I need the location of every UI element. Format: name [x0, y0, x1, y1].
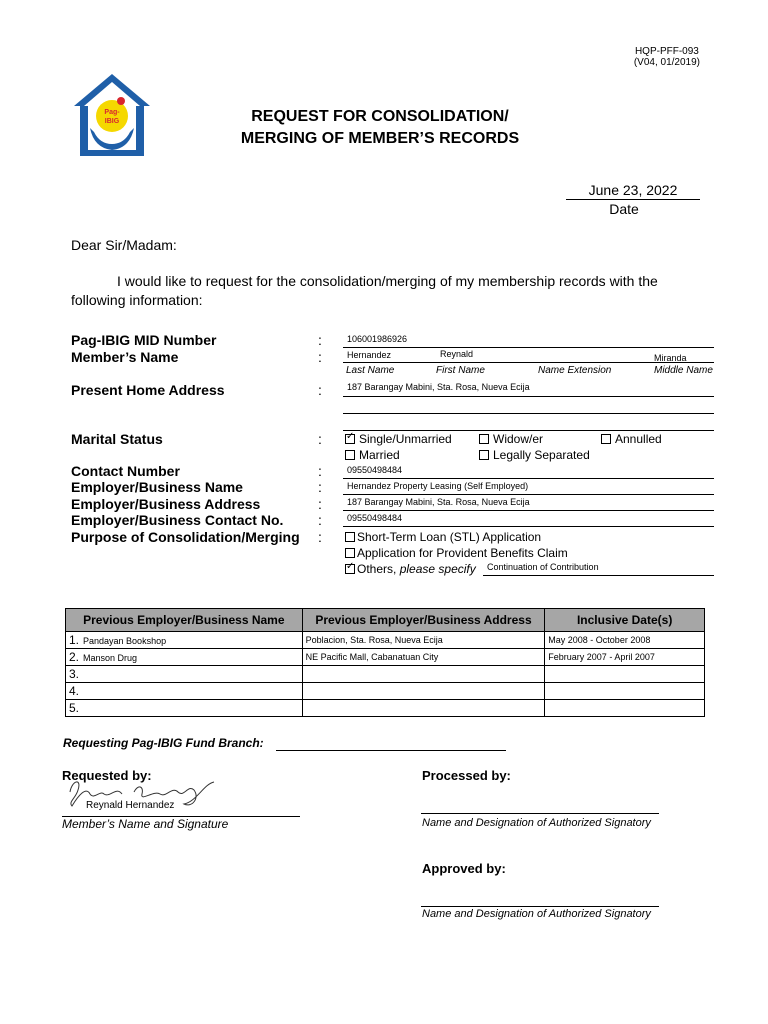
checkbox-checked[interactable] — [345, 434, 355, 444]
marital-option-single[interactable] — [345, 432, 452, 446]
checkbox[interactable] — [601, 434, 611, 444]
marital-option-annulled[interactable] — [601, 432, 662, 446]
last-name-caption: Last Name — [346, 365, 395, 376]
colon: : — [318, 332, 322, 348]
colon: : — [318, 431, 322, 447]
logo-text-bottom: IBIG — [104, 118, 120, 125]
form-code-number: HQP-PFF-093 — [634, 46, 699, 57]
column-header-name: Previous Employer/Business Name — [66, 609, 303, 632]
salutation: Dear Sir/Madam: — [71, 237, 177, 253]
inclusive-dates-cell[interactable] — [545, 666, 705, 683]
checkbox-checked[interactable] — [345, 564, 355, 574]
employer-contact-line — [343, 526, 714, 527]
contact-number-value[interactable]: 09550498484 — [347, 465, 403, 475]
middle-name-value[interactable]: Miranda — [654, 353, 687, 363]
marital-status-label: Marital Status — [71, 431, 163, 447]
branch-label: Requesting Pag-IBIG Fund Branch: — [63, 736, 264, 750]
table-row — [66, 666, 705, 683]
requested-by-name: Reynald Hernandez — [86, 800, 175, 811]
checkbox[interactable] — [479, 434, 489, 444]
member-name-label: Member’s Name — [71, 349, 179, 365]
inclusive-dates-cell[interactable]: May 2008 - October 2008 — [545, 632, 705, 649]
home-address-value[interactable]: 187 Barangay Mabini, Sta. Rosa, Nueva Ecija — [347, 382, 530, 392]
intro-paragraph: I would like to request for the consolidation/merging of my membership records with the following information: — [71, 273, 658, 308]
home-address-label: Present Home Address — [71, 382, 225, 398]
employer-name-value[interactable]: Hernandez Property Leasing (Self Employed) — [347, 481, 529, 491]
purpose-others-label: Others, — [357, 562, 397, 576]
colon: : — [318, 382, 322, 398]
first-name-value[interactable]: Reynald — [440, 349, 474, 359]
employer-name-cell[interactable] — [66, 683, 303, 700]
column-header-dates: Inclusive Date(s) — [545, 609, 705, 632]
employer-address-cell[interactable] — [302, 666, 545, 683]
first-name-caption: First Name — [436, 365, 485, 376]
form-version: (V04, 01/2019) — [633, 57, 700, 68]
marital-annulled-label: Annulled — [615, 432, 662, 446]
row-number: 2. — [69, 650, 80, 664]
employer-name-label: Employer/Business Name — [71, 479, 243, 495]
address-line-3 — [343, 430, 714, 431]
requested-by-caption: Member’s Name and Signature — [62, 817, 229, 831]
employer-name-line — [343, 494, 714, 495]
purpose-stl-label: Short-Term Loan (STL) Application — [357, 530, 542, 544]
table-row — [66, 649, 705, 666]
purpose-option-provident[interactable] — [345, 546, 568, 560]
processed-by-caption: Name and Designation of Authorized Signatory — [422, 817, 651, 829]
last-name-value[interactable]: Hernandez — [347, 350, 392, 360]
requested-by-label: Requested by: — [62, 768, 152, 783]
employer-name-cell[interactable] — [66, 632, 303, 649]
inclusive-dates-cell[interactable]: February 2007 - April 2007 — [545, 649, 705, 666]
title-line-2: MERGING OF MEMBER’S RECORDS — [240, 130, 520, 147]
colon: : — [318, 479, 322, 495]
colon: : — [318, 529, 322, 545]
employer-address-value[interactable]: 187 Barangay Mabini, Sta. Rosa, Nueva Ecija — [347, 497, 530, 507]
employer-name-cell[interactable] — [66, 666, 303, 683]
previous-employers-table — [65, 608, 705, 717]
employer-contact-label: Employer/Business Contact No. — [71, 512, 284, 528]
marital-married-label: Married — [359, 448, 400, 462]
checkbox[interactable] — [479, 450, 489, 460]
employer-address-label: Employer/Business Address — [71, 496, 261, 512]
inclusive-dates-cell[interactable] — [545, 683, 705, 700]
address-line-1 — [343, 396, 714, 397]
form-code — [634, 46, 700, 68]
colon: : — [318, 463, 322, 479]
middle-name-caption: Middle Name — [654, 365, 713, 376]
marital-option-separated[interactable] — [479, 448, 590, 462]
table-row — [66, 683, 705, 700]
marital-option-married[interactable] — [345, 448, 400, 462]
row-number: 4. — [69, 684, 80, 698]
date-value[interactable]: June 23, 2022 — [566, 182, 700, 200]
approved-signature-line[interactable] — [421, 906, 659, 907]
name-extension-caption: Name Extension — [538, 365, 612, 376]
row-number: 3. — [69, 667, 80, 681]
signature-scribble — [64, 772, 224, 818]
marital-option-widow[interactable] — [479, 432, 543, 446]
purpose-option-others[interactable] — [345, 562, 476, 576]
pag-ibig-logo — [72, 72, 152, 158]
employer-address-cell[interactable]: NE Pacific Mall, Cabanatuan City — [302, 649, 545, 666]
row-number: 5. — [69, 701, 80, 715]
purpose-others-specify: please specify — [399, 562, 476, 576]
employer-address-line — [343, 510, 714, 511]
checkbox[interactable] — [345, 450, 355, 460]
cell-text: Manson Drug — [83, 653, 138, 663]
address-line-2 — [343, 413, 714, 414]
purpose-option-stl[interactable] — [345, 530, 541, 544]
mid-number-line — [343, 347, 714, 348]
date-label: Date — [609, 201, 639, 217]
mid-number-value[interactable]: 106001986926 — [347, 334, 408, 344]
purpose-others-line — [483, 575, 714, 576]
table-header-row — [66, 609, 705, 632]
branch-line[interactable] — [276, 750, 506, 751]
contact-number-line — [343, 478, 714, 479]
marital-widow-label: Widow/er — [493, 432, 544, 446]
employer-name-cell[interactable] — [66, 700, 303, 717]
row-number: 1. — [69, 633, 80, 647]
logo-text-top: Pag- — [104, 109, 120, 116]
title-line-1: REQUEST FOR CONSOLIDATION/ — [251, 108, 509, 125]
processed-by-label: Processed by: — [422, 768, 511, 783]
marital-separated-label: Legally Separated — [493, 448, 590, 462]
approved-by-label: Approved by: — [422, 861, 506, 876]
mid-number-label: Pag-IBIG MID Number — [71, 332, 217, 348]
purpose-provident-label: Application for Provident Benefits Claim — [357, 546, 568, 560]
colon: : — [318, 349, 322, 365]
employer-contact-value[interactable]: 09550498484 — [347, 513, 403, 523]
column-header-address: Previous Employer/Business Address — [302, 609, 545, 632]
purpose-others-value[interactable]: Continuation of Contribution — [487, 562, 599, 572]
marital-single-label: Single/Unmarried — [359, 432, 452, 446]
inclusive-dates-cell[interactable] — [545, 700, 705, 717]
member-name-line — [343, 362, 714, 363]
checkbox[interactable] — [345, 548, 355, 558]
purpose-label: Purpose of Consolidation/Merging — [71, 529, 300, 545]
table-row — [66, 632, 705, 649]
checkbox[interactable] — [345, 532, 355, 542]
employer-address-cell[interactable]: Poblacion, Sta. Rosa, Nueva Ecija — [302, 632, 545, 649]
cell-text: Pandayan Bookshop — [83, 636, 167, 646]
contact-number-label: Contact Number — [71, 463, 180, 479]
colon: : — [318, 496, 322, 512]
form-title — [230, 106, 530, 150]
approved-by-caption: Name and Designation of Authorized Signatory — [422, 908, 651, 920]
employer-address-cell[interactable] — [302, 700, 545, 717]
colon: : — [318, 512, 322, 528]
processed-signature-line[interactable] — [421, 813, 659, 814]
table-row — [66, 700, 705, 717]
employer-name-cell[interactable] — [66, 649, 303, 666]
employer-address-cell[interactable] — [302, 683, 545, 700]
